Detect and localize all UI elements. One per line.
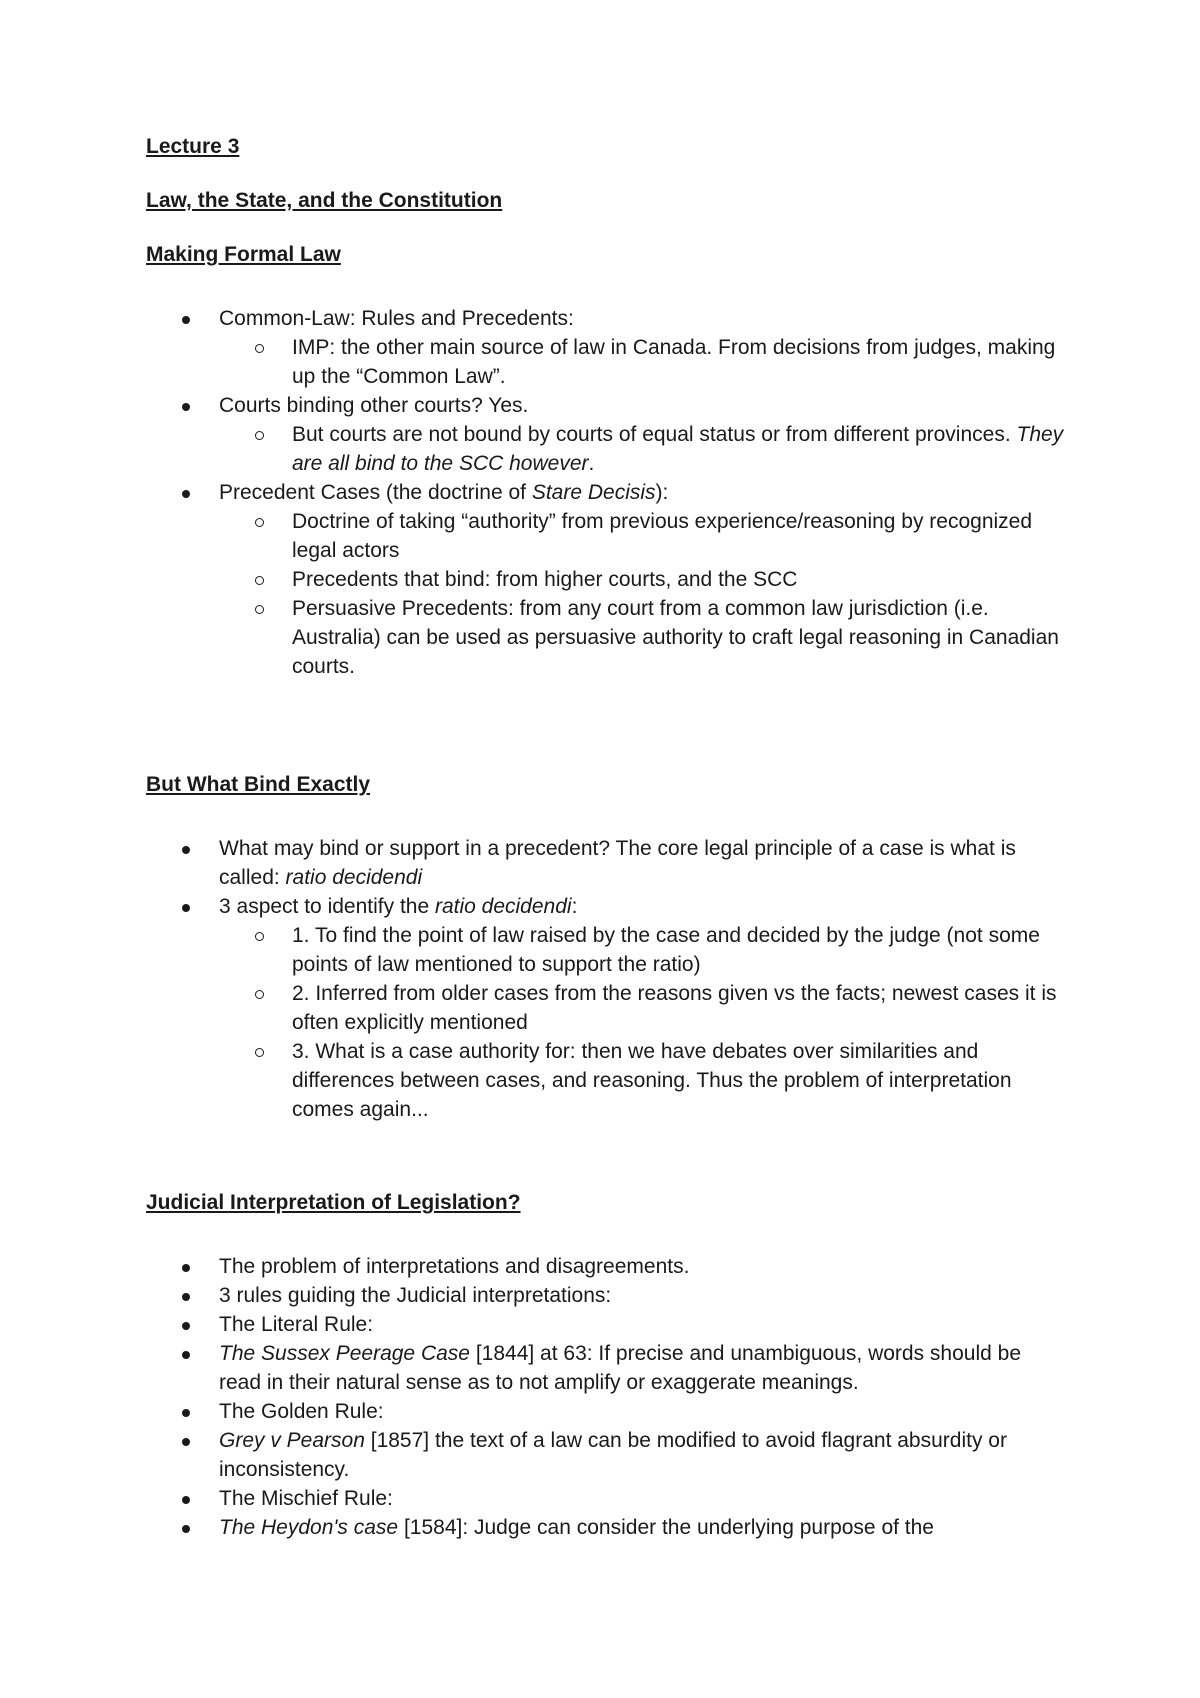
section-heading-making-formal-law: Making Formal Law xyxy=(146,243,341,266)
section-heading-judicial-interpretation: Judicial Interpretation of Legislation? xyxy=(146,1191,521,1214)
hollow-bullet-icon xyxy=(255,344,264,353)
list-item: Grey v Pearson [1857] the text of a law can be modified to avoid flagrant absurdity or inconsistency. xyxy=(146,1426,1066,1484)
list-item: The Sussex Peerage Case [1844] at 63: If precise and unambiguous, words should be read in their natural sense as to not amplify or exaggerate meanings. xyxy=(146,1339,1066,1397)
section-heading-what-binds: But What Bind Exactly xyxy=(146,773,371,796)
filled-bullet-icon xyxy=(182,1438,190,1446)
sub-list-item: Precedents that bind: from higher courts, and the SCC xyxy=(219,565,1066,594)
list-item: The Mischief Rule: xyxy=(146,1484,1066,1513)
list-item: The Literal Rule: xyxy=(146,1310,1066,1339)
filled-bullet-icon xyxy=(182,1496,190,1504)
list-item: What may bind or support in a precedent? The core legal principle of a case is what is called: ratio decidendi xyxy=(146,834,1066,892)
sub-list-item: 2. Inferred from older cases from the reasons given vs the facts; newest cases it is often explicitly mentioned xyxy=(219,979,1066,1037)
filled-bullet-icon xyxy=(182,316,190,324)
list-item: 3 rules guiding the Judicial interpretations: xyxy=(146,1281,1066,1310)
filled-bullet-icon xyxy=(182,1322,190,1330)
hollow-bullet-icon xyxy=(255,990,264,999)
sub-list-item: Doctrine of taking “authority” from previous experience/reasoning by recognized legal actors xyxy=(219,507,1066,565)
hollow-bullet-icon xyxy=(255,1048,264,1057)
filled-bullet-icon xyxy=(182,1264,190,1272)
filled-bullet-icon xyxy=(182,1351,190,1359)
sub-list-item: IMP: the other main source of law in Canada. From decisions from judges, making up the “Common Law”. xyxy=(219,333,1066,391)
list-item: The problem of interpretations and disagreements. xyxy=(146,1252,1066,1281)
hollow-bullet-icon xyxy=(255,605,264,614)
list-item: Common-Law: Rules and Precedents: IMP: the other main source of law in Canada. From decisions from judges, making up the “Common Law”. xyxy=(146,304,1066,391)
list-item: Precedent Cases (the doctrine of Stare Decisis): Doctrine of taking “authority” from previous experience/reasoning by recognized legal actors Precedents that bind: from higher courts, and the SCC Persuasive Precedents: from any court from a common law jurisdiction (i.e. Australia) can be used as persuasive authority to craft legal reasoning in Canadian courts. xyxy=(146,478,1066,681)
lecture-title: Lecture 3 xyxy=(146,135,240,158)
hollow-bullet-icon xyxy=(255,518,264,527)
list-item: 3 aspect to identify the ratio decidendi: 1. To find the point of law raised by the case and decided by the judge (not some points of law mentioned to support the ratio) 2. Inferred from older cases from the reasons given vs the facts; newest cases it is often explicitly mentioned 3. What is a case authority for: then we have debates over similarities and differences between cases, and reasoning. Thus the problem of interpretation comes again... xyxy=(146,892,1066,1124)
sub-list-item: 1. To find the point of law raised by the case and decided by the judge (not some points of law mentioned to support the ratio) xyxy=(219,921,1066,979)
filled-bullet-icon xyxy=(182,904,190,912)
hollow-bullet-icon xyxy=(255,932,264,941)
list-item: Courts binding other courts? Yes. But courts are not bound by courts of equal status or from different provinces. They are all bind to the SCC however. xyxy=(146,391,1066,478)
hollow-bullet-icon xyxy=(255,431,264,440)
sub-list-item: 3. What is a case authority for: then we have debates over similarities and differences between cases, and reasoning. Thus the problem of interpretation comes again... xyxy=(219,1037,1066,1124)
lecture-subtitle: Law, the State, and the Constitution xyxy=(146,189,503,212)
filled-bullet-icon xyxy=(182,490,190,498)
filled-bullet-icon xyxy=(182,403,190,411)
section-list-judicial-interpretation xyxy=(146,1252,1066,1542)
filled-bullet-icon xyxy=(182,1293,190,1301)
sub-list-item: But courts are not bound by courts of equal status or from different provinces. They are all bind to the SCC however. xyxy=(219,420,1066,478)
hollow-bullet-icon xyxy=(255,576,264,585)
list-item: The Golden Rule: xyxy=(146,1397,1066,1426)
filled-bullet-icon xyxy=(182,846,190,854)
list-item: The Heydon's case [1584]: Judge can consider the underlying purpose of the xyxy=(146,1513,1066,1542)
section-list-making-formal-law xyxy=(146,304,1066,681)
section-list-what-binds xyxy=(146,834,1066,1124)
sub-list-item: Persuasive Precedents: from any court from a common law jurisdiction (i.e. Australia) can be used as persuasive authority to craft legal reasoning in Canadian courts. xyxy=(219,594,1066,681)
filled-bullet-icon xyxy=(182,1409,190,1417)
filled-bullet-icon xyxy=(182,1525,190,1533)
